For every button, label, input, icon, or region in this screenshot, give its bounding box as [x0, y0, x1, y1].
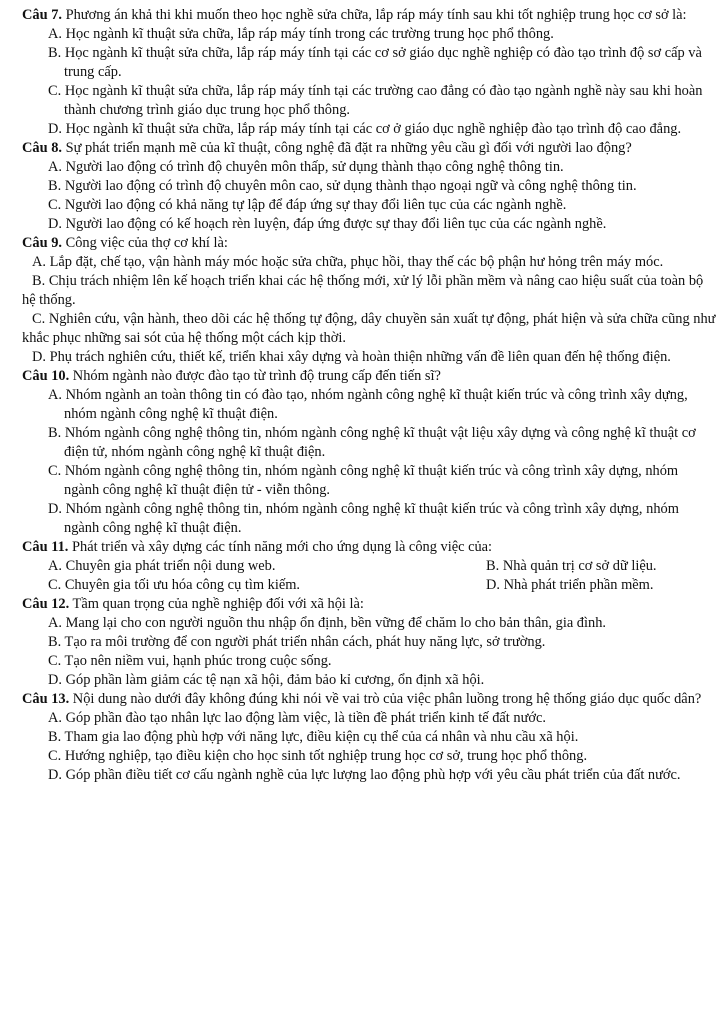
option-text: Nhóm ngành công nghệ thông tin, nhóm ngành công nghệ kĩ thuật kiến trúc và công trình xây dựng, nhóm ngành công nghệ kĩ thuật điện tử - viễn thông.: [64, 463, 679, 498]
question-stem: [22, 367, 716, 386]
option-text: Nghiên cứu, vận hành, theo dõi các hệ thống tự động, dây chuyền sản xuất tự động, phát hiện và sửa chữa cũng như khắc phục những sai sót của hệ thống một cách kịp thời.: [22, 311, 716, 346]
option-label: C.: [48, 83, 62, 99]
option-d[interactable]: [22, 215, 716, 234]
option-label: A.: [48, 159, 62, 175]
option-text: Lắp đặt, chế tạo, vận hành máy móc hoặc sửa chữa, phục hồi, thay thế các bộ phận hư hỏng trên máy móc.: [49, 254, 664, 270]
option-text: Học ngành kĩ thuật sửa chữa, lắp ráp máy tính tại các cơ ở giáo dục nghề nghiệp đào tạo trình độ cao đẳng.: [65, 121, 682, 137]
option-label: B.: [48, 45, 62, 61]
option-label: D.: [486, 577, 500, 593]
option-label: A.: [48, 26, 62, 42]
option-c[interactable]: [22, 747, 716, 766]
option-label: C.: [48, 653, 62, 669]
question-11: [22, 538, 716, 595]
option-row: [22, 576, 716, 595]
option-label: A.: [32, 254, 46, 270]
option-text: Tạo ra môi trường để con người phát triển nhân cách, phát huy năng lực, sở trường.: [64, 634, 546, 650]
option-label: B.: [48, 634, 62, 650]
option-text: Người lao động có khả năng tự lập để đáp ứng sự thay đổi liên tục của các ngành nghề.: [64, 197, 567, 213]
option-text: Nhóm ngành an toàn thông tin có đào tạo, nhóm ngành công nghệ kĩ thuật kiến trúc và công trình xây dựng, nhóm ngành công nghệ kĩ thuật điện.: [64, 387, 688, 422]
option-c[interactable]: [22, 310, 716, 348]
question-number: Câu 8.: [22, 140, 62, 156]
option-text: Góp phần đào tạo nhân lực lao động làm việc, là tiền đề phát triển kinh tế đất nước.: [65, 710, 546, 726]
question-number: Câu 11.: [22, 539, 69, 555]
option-b[interactable]: [22, 44, 716, 82]
option-d[interactable]: [460, 576, 653, 595]
question-stem: [22, 234, 716, 253]
question-stem: [22, 538, 716, 557]
option-a[interactable]: [22, 158, 716, 177]
option-label: B.: [486, 558, 500, 574]
option-text: Học ngành kĩ thuật sửa chữa, lắp ráp máy tính trong các trường trung học phổ thông.: [65, 26, 554, 42]
question-text: Công việc của thợ cơ khí là:: [65, 235, 228, 251]
option-b[interactable]: [460, 557, 657, 576]
question-12: [22, 595, 716, 690]
option-label: D.: [48, 501, 62, 517]
question-text: Tầm quan trọng của nghề nghiệp đối với xã hội là:: [72, 596, 364, 612]
option-text: Học ngành kĩ thuật sửa chữa, lắp ráp máy tính tại các trường cao đẳng có đào tạo ngành nghề này sau khi hoàn thành chương trình giáo dục trung học phổ thông.: [64, 83, 703, 118]
question-9: [22, 234, 716, 367]
option-b[interactable]: [22, 424, 716, 462]
question-text: Nhóm ngành nào được đào tạo từ trình độ trung cấp đến tiến sĩ?: [72, 368, 441, 384]
option-c[interactable]: [22, 576, 460, 595]
question-text: Nội dung nào dưới đây không đúng khi nói về vai trò của việc phân luồng trong hệ thống giáo dục quốc dân?: [72, 691, 702, 707]
option-text: Tham gia lao động phù hợp với năng lực, điều kiện cụ thể của cá nhân và nhu cầu xã hội.: [64, 729, 579, 745]
question-8: [22, 139, 716, 234]
option-b[interactable]: [22, 633, 716, 652]
option-label: C.: [48, 748, 62, 764]
option-a[interactable]: [22, 557, 460, 576]
option-label: C.: [48, 197, 62, 213]
option-text: Chịu trách nhiệm lên kế hoạch triển khai các hệ thống mới, xử lý lỗi phần mềm và nâng cao hiệu suất của toàn bộ hệ thống.: [22, 273, 704, 308]
question-stem: [22, 595, 716, 614]
option-text: Góp phần làm giảm các tệ nạn xã hội, đảm bảo kỉ cương, ổn định xã hội.: [65, 672, 485, 688]
question-number: Câu 10.: [22, 368, 70, 384]
option-label: D.: [32, 349, 46, 365]
option-text: Nhà quản trị cơ sở dữ liệu.: [502, 558, 657, 574]
option-label: B.: [48, 425, 62, 441]
question-number: Câu 7.: [22, 7, 62, 23]
option-label: B.: [48, 729, 62, 745]
option-b[interactable]: [22, 272, 716, 310]
option-label: D.: [48, 767, 62, 783]
question-7: [22, 6, 716, 139]
option-text: Phụ trách nghiên cứu, thiết kế, triển khai xây dựng và hoàn thiện những vấn đề liên quan đến hệ thống điện.: [49, 349, 671, 365]
option-row: [22, 557, 716, 576]
option-label: C.: [32, 311, 46, 327]
option-a[interactable]: [22, 614, 716, 633]
option-text: Nhóm ngành công nghệ thông tin, nhóm ngành công nghệ kĩ thuật vật liệu xây dựng và công nghệ kĩ thuật cơ điện tử, nhóm ngành công nghệ kĩ thuật điện.: [64, 425, 696, 460]
option-label: B.: [48, 178, 62, 194]
option-c[interactable]: [22, 462, 716, 500]
option-b[interactable]: [22, 177, 716, 196]
option-text: Tạo nên niềm vui, hạnh phúc trong cuộc sống.: [64, 653, 332, 669]
option-text: Người lao động có trình độ chuyên môn cao, sử dụng thành thạo ngoại ngữ và công nghệ thông tin.: [64, 178, 637, 194]
option-c[interactable]: [22, 82, 716, 120]
option-label: A.: [48, 615, 62, 631]
question-text: Phát triển và xây dựng các tính năng mới cho ứng dụng là công việc của:: [72, 539, 493, 555]
option-label: A.: [48, 558, 62, 574]
question-text: Sự phát triển mạnh mẽ của kĩ thuật, công nghệ đã đặt ra những yêu cầu gì đối với người lao động?: [65, 140, 632, 156]
option-text: Nhóm ngành công nghệ thông tin, nhóm ngành công nghệ kĩ thuật kiến trúc và công trình xây dựng, nhóm ngành công nghệ kĩ thuật điện.: [64, 501, 679, 536]
option-d[interactable]: [22, 500, 716, 538]
option-a[interactable]: [22, 709, 716, 728]
option-c[interactable]: [22, 652, 716, 671]
option-label: A.: [48, 710, 62, 726]
question-text: Phương án khả thi khi muốn theo học nghề sửa chữa, lắp ráp máy tính sau khi tốt nghiệp trung học cơ sở là:: [65, 7, 687, 23]
option-label: D.: [48, 121, 62, 137]
option-text: Học ngành kĩ thuật sửa chữa, lắp ráp máy tính tại các cơ sở giáo dục nghề nghiệp có đào tạo trình độ sơ cấp và trung cấp.: [64, 45, 702, 80]
option-d[interactable]: [22, 120, 716, 139]
option-label: C.: [48, 463, 62, 479]
option-text: Mang lại cho con người nguồn thu nhập ổn định, bền vững để chăm lo cho bản thân, gia đình.: [65, 615, 606, 631]
option-label: C.: [48, 577, 62, 593]
option-text: Nhà phát triển phần mềm.: [503, 577, 654, 593]
option-a[interactable]: [22, 253, 716, 272]
option-a[interactable]: [22, 386, 716, 424]
option-label: A.: [48, 387, 62, 403]
option-b[interactable]: [22, 728, 716, 747]
question-number: Câu 12.: [22, 596, 70, 612]
question-stem: [22, 139, 716, 158]
option-text: Hướng nghiệp, tạo điều kiện cho học sinh tốt nghiệp trung học cơ sở, trung học phổ thông.: [64, 748, 588, 764]
question-13: [22, 690, 716, 785]
option-d[interactable]: [22, 348, 716, 367]
option-d[interactable]: [22, 766, 716, 785]
option-label: D.: [48, 672, 62, 688]
option-a[interactable]: [22, 25, 716, 44]
option-text: Người lao động có trình độ chuyên môn thấp, sử dụng thành thạo công nghệ thông tin.: [65, 159, 564, 175]
option-label: D.: [48, 216, 62, 232]
option-text: Góp phần điều tiết cơ cấu ngành nghề của lực lượng lao động phù hợp với yêu cầu phát triển của đất nước.: [65, 767, 681, 783]
option-text: Chuyên gia tối ưu hóa công cụ tìm kiếm.: [64, 577, 301, 593]
question-10: [22, 367, 716, 538]
option-text: Người lao động có kế hoạch rèn luyện, đáp ứng được sự thay đổi liên tục của các ngành nghề.: [65, 216, 607, 232]
option-c[interactable]: [22, 196, 716, 215]
question-stem: [22, 690, 716, 709]
option-text: Chuyên gia phát triển nội dung web.: [65, 558, 276, 574]
question-number: Câu 13.: [22, 691, 70, 707]
option-label: B.: [32, 273, 46, 289]
question-number: Câu 9.: [22, 235, 62, 251]
question-stem: [22, 6, 716, 25]
option-d[interactable]: [22, 671, 716, 690]
